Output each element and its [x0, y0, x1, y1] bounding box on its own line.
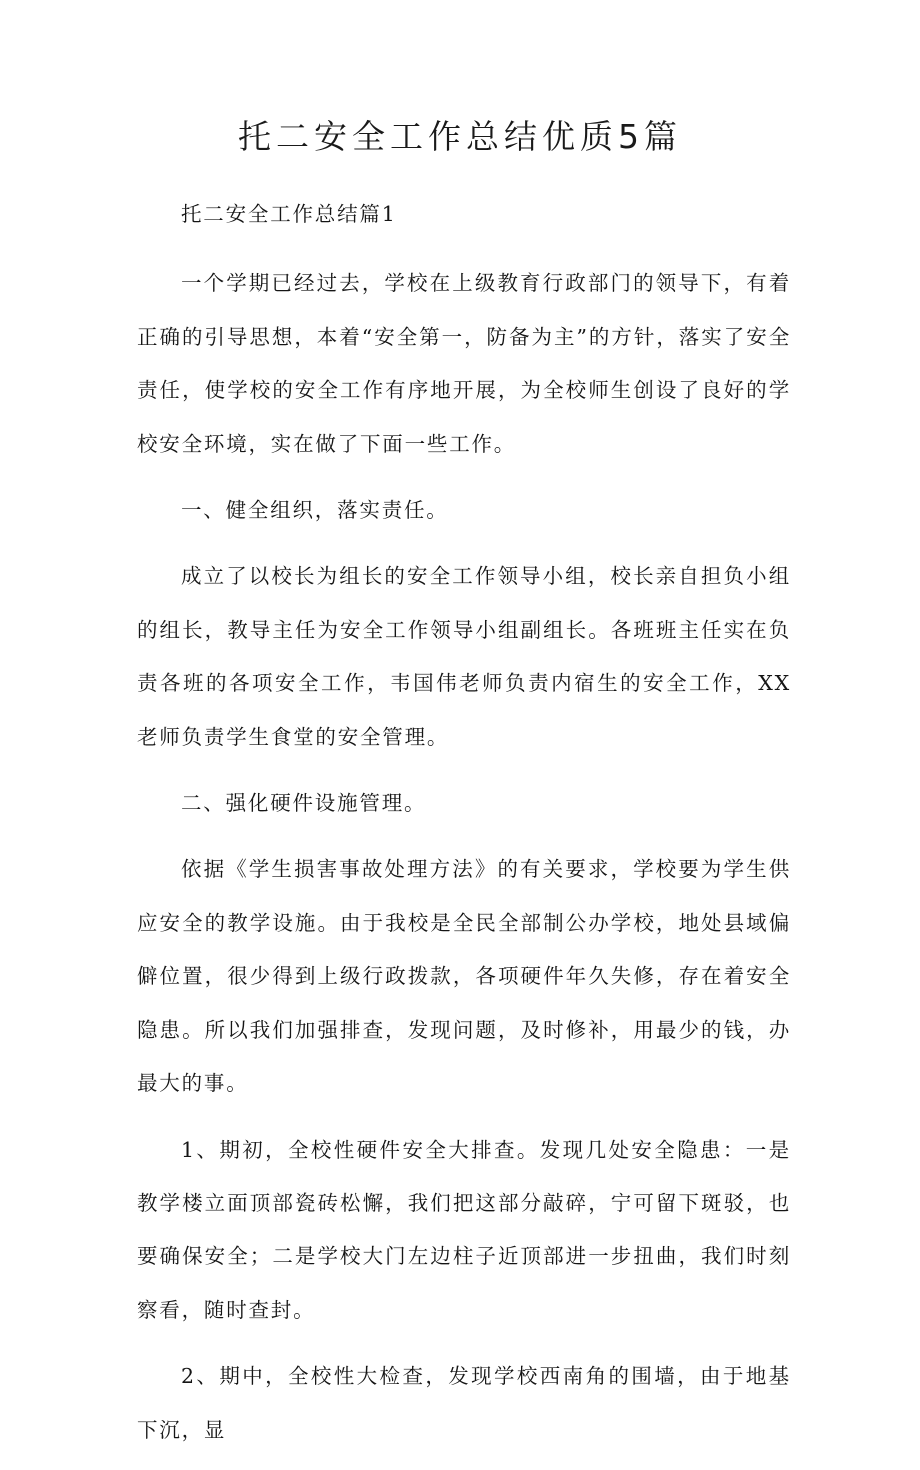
document-body — [137, 188, 791, 1470]
list-item-midterm: 2、期中，全校性大检查，发现学校西南角的围墙，由于地基下沉，显 — [137, 1364, 791, 1442]
section-heading-hardware: 二、强化硬件设施管理。 — [181, 791, 427, 816]
hardware-paragraph: 依据《学生损害事故处理方法》的有关要求，学校要为学生供应安全的教学设施。由于我校是全民全部制公办学校，地处县域偏僻位置，很少得到上级行政拨款，各项硬件年久失修，存在着安全隐患。所以我们加强排查，发现问题，及时修补，用最少的钱，办最大的事。 — [137, 857, 791, 1096]
list-item-term-start: 1、期初，全校性硬件安全大排查。发现几处安全隐患：一是教学楼立面顶部瓷砖松懈，我们把这部分敲碎，宁可留下斑驳，也要确保安全；二是学校大门左边柱子近顶部进一步扭曲，我们时刻察看，随时查封。 — [137, 1137, 791, 1322]
intro-paragraph: 一个学期已经过去，学校在上级教育行政部门的领导下，有着正确的引导思想，本着“安全第一，防备为主”的方针，落实了安全责任，使学校的安全工作有序地开展，为全校师生创设了良好的学校安全环境，实在做了下面一些工作。 — [137, 271, 791, 456]
section-heading-organization: 一、健全组织，落实责任。 — [181, 498, 449, 523]
document-title: 托二安全工作总结优质5篇 — [238, 117, 682, 156]
organization-paragraph: 成立了以校长为组长的安全工作领导小组，校长亲自担负小组的组长，教导主任为安全工作领导小组副组长。各班班主任实在负责各班的各项安全工作，韦国伟老师负责内宿生的安全工作，XX老师负责学生食堂的安全管理。 — [137, 564, 791, 749]
section-subtitle: 托二安全工作总结篇1 — [181, 202, 397, 226]
